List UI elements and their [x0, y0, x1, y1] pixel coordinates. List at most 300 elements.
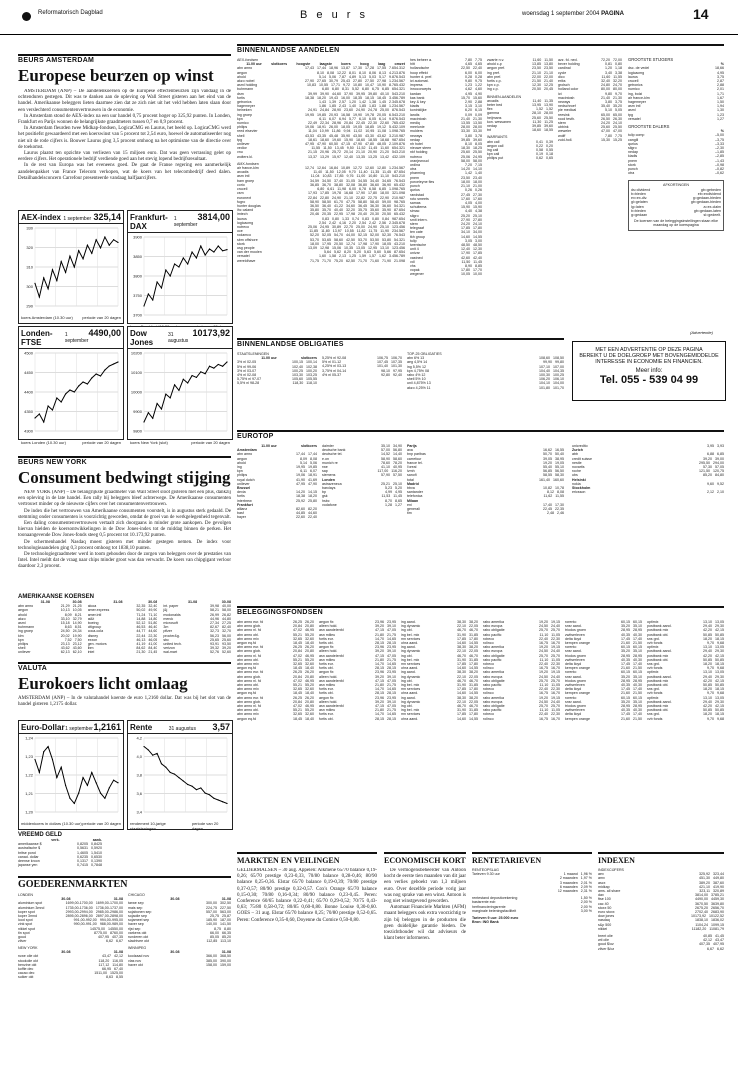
- data-point: [61, 767, 62, 768]
- cell-value: –5,00: [715, 133, 724, 138]
- row-label: twentsche: [410, 242, 427, 247]
- paragraph: Laurus plaatst ten opzichte van verliezen van 15 miljoen euro. Dat was geen verrassing gelet op eerdere cijfers. Het operationele bedrijf verdiende goed aan het stevig lopend bedrijfsresultaat.: [18, 151, 231, 163]
- data-point: [152, 299, 153, 300]
- row-label: imtech: [237, 212, 248, 217]
- chart-value: 10173,92: [192, 328, 230, 338]
- chart-header: [128, 327, 232, 349]
- cell-value: 46,70: [469, 628, 478, 633]
- cell-value: 24,90: [356, 108, 365, 113]
- cell-value: 20,35: [322, 212, 331, 217]
- data-point: [109, 365, 110, 366]
- row-label: rolinco: [483, 666, 494, 671]
- cell-value: 10173,92: [691, 914, 706, 919]
- cell-value: 34,65: [382, 178, 391, 183]
- cell-value: 46,05: [148, 637, 158, 642]
- cell-value: 38,80: [334, 182, 343, 187]
- column-header: 30-08: [170, 950, 180, 955]
- row-label: Madrid: [407, 481, 419, 486]
- row-label: kempen orange: [565, 691, 590, 696]
- row-label: postbank mix: [647, 628, 669, 633]
- cell-value: 22,80: [320, 195, 329, 200]
- row-label: sns grd.: [647, 662, 660, 667]
- y-tick-label: 1,21: [25, 791, 33, 796]
- cell-value: 18,15: [715, 636, 724, 641]
- row-label: eriks: [558, 79, 566, 84]
- cell-value: 21,45: [148, 650, 158, 655]
- cell-value: 19,20: [539, 670, 548, 675]
- cell-value: 35,10: [633, 649, 642, 654]
- column-header: 30-08: [61, 897, 71, 902]
- chart-title: Dow Jones: [130, 329, 154, 347]
- cell-value: 17,98: [358, 241, 367, 246]
- cell-value: 4,95: [717, 70, 724, 75]
- row-label: rabo amerika: [483, 620, 504, 624]
- cell-value: 25,60: [461, 150, 470, 155]
- row-label: at&t: [87, 616, 95, 621]
- data-point: [61, 261, 62, 262]
- cell-value: 25,92: [296, 498, 305, 503]
- y-tick-label: 10100: [130, 370, 142, 375]
- cell-value: 25,87: [222, 914, 231, 919]
- cell-value: 58,90: [381, 456, 390, 461]
- cell-value: 17,40: [633, 662, 642, 667]
- cell-value: 35,20: [621, 649, 630, 654]
- cell-value: 46,13: [136, 637, 146, 642]
- row-label: abn amro eur. fd: [237, 645, 264, 650]
- cell-value: 46,95: [305, 628, 314, 633]
- cell-value: 24,20: [601, 121, 610, 126]
- cell-value: 17,90: [356, 191, 365, 196]
- row-label: neways: [558, 100, 571, 105]
- cell-value: 34,10: [461, 230, 470, 235]
- cell-value: 0,7848: [91, 863, 102, 868]
- cell-value: 11081,79: [709, 926, 724, 931]
- cell-value: 1.098.765: [389, 187, 405, 192]
- cell-value: 17,43: [305, 66, 314, 71]
- cell-value: 39,98: [210, 604, 219, 609]
- cell-value: 10,95: [365, 129, 375, 134]
- cell-value: 1,40: [349, 104, 356, 109]
- row-label: ict: [558, 91, 562, 96]
- cell-value: 104,00: [553, 381, 564, 386]
- cell-value: 48,05: [377, 142, 386, 147]
- row-label: fortis obl.: [319, 691, 334, 696]
- row-label: citigroup: [87, 625, 102, 630]
- cell-value: 82,60: [296, 507, 305, 512]
- row-label: bever holding: [558, 62, 580, 67]
- cell-value: 2897,00-2898,00: [95, 914, 123, 919]
- cell-value: 25,50: [613, 125, 622, 130]
- cell-value: 54.321: [394, 237, 405, 242]
- chart-value: 1,2161: [93, 722, 121, 732]
- chart-rente: [127, 720, 233, 830]
- row-label: koper spot: [18, 909, 35, 914]
- paragraph: De vermogensbeheerder van Antoon kocht de eerste tien maanden van dit jaar een verlies geboekt van 1,3 miljoen euro. Over dezelfde periode vorig jaar was nog sprake van een winst. Antoon is nog niet winstgevend geworden.: [384, 868, 466, 905]
- cell-value: 8760,00: [110, 930, 123, 935]
- row-label: zwitserleven: [565, 683, 585, 688]
- row-label: hunter douglas: [237, 203, 261, 208]
- cell-value: 32,08: [346, 182, 355, 187]
- data-point: [100, 375, 101, 376]
- table-title: BINNEN-AANDELEN: [487, 94, 522, 99]
- row-label: tarwe sep: [128, 901, 144, 906]
- cell-value: 56,00: [222, 633, 231, 638]
- row-label: aegon eq.fd: [237, 716, 256, 721]
- data-point: [56, 280, 57, 281]
- cell-value: 65,00: [613, 112, 622, 117]
- data-point: [191, 251, 192, 252]
- row-label: suiker okt: [18, 975, 34, 980]
- column-header: 31-08: [187, 600, 198, 604]
- cell-value: 22,40: [539, 687, 548, 692]
- cell-value: 32,70: [222, 629, 231, 634]
- cell-value: 47,00: [613, 129, 622, 134]
- cell-value: 46,70: [457, 653, 466, 658]
- row-label: haver okt: [128, 962, 143, 967]
- cell-value: 8,65: [395, 498, 402, 503]
- cell-value: 13,85: [532, 62, 541, 67]
- eurotop-table: [237, 444, 317, 520]
- cell-value: 14,55: [469, 666, 478, 671]
- cell-value: 16,75: [539, 691, 548, 696]
- cell-value: 32,60: [305, 687, 314, 692]
- table-row: [628, 117, 724, 121]
- cell-value: 28,95: [633, 678, 642, 683]
- cell-value: 5,23: [385, 486, 392, 491]
- cell-value: 22,75: [368, 195, 377, 200]
- cell-value: 26,99: [210, 612, 219, 617]
- row-label: nkf holding: [410, 150, 428, 155]
- cell-value: 67,40: [114, 967, 123, 972]
- cell-value: 11,05: [551, 683, 560, 688]
- cell-value: 10,80: [368, 174, 378, 179]
- row-label: kempen orange: [565, 716, 590, 721]
- data-point: [174, 384, 175, 385]
- cell-value: 38,95: [555, 456, 564, 461]
- cell-value: 19,12: [377, 125, 386, 130]
- chart-value: 325,14: [93, 212, 121, 222]
- row-label: sanofi: [407, 473, 417, 478]
- row-label: robeco: [483, 687, 494, 692]
- cell-value: 35,10: [633, 674, 642, 679]
- column-header: 30-08: [221, 600, 231, 604]
- cell-value: 4,89: [349, 74, 356, 79]
- cell-value: 47,90: [308, 481, 317, 486]
- row-label: bayer: [237, 515, 246, 520]
- cell-value: 104,35: [553, 368, 564, 373]
- cell-value: 21,50: [532, 79, 541, 84]
- cell-value: 43,53: [305, 133, 314, 138]
- row-label: j&j: [163, 608, 168, 613]
- vreemd-geld-extra: [108, 832, 231, 872]
- row-label: rabo obligatie: [483, 704, 505, 709]
- cell-value: 21,75: [387, 632, 396, 637]
- cell-value: –0,98: [715, 162, 724, 167]
- row-label: koper 3mnd: [18, 914, 37, 919]
- row-label: bp: [322, 490, 326, 495]
- row-label: rorento: [565, 670, 577, 675]
- table-column: [647, 620, 724, 845]
- cell-value: 55,10: [555, 465, 564, 470]
- cell-value: 37,90: [344, 91, 353, 96]
- cell-value: 11,02: [353, 129, 363, 134]
- cell-value: 14,65: [387, 687, 396, 692]
- cell-value: 50,85: [715, 683, 724, 688]
- row-label: rood testh.: [558, 116, 575, 121]
- cell-value: 24,50: [539, 624, 548, 629]
- cell-value: 28,15: [387, 716, 396, 721]
- row-label: france tel.: [407, 460, 423, 465]
- cell-value: 32,20: [346, 208, 355, 213]
- table-row: [572, 490, 724, 494]
- cell-value: 16,68: [344, 191, 353, 196]
- cell-value: 2,09 %: [580, 884, 592, 889]
- cell-value: 6,15: [475, 108, 482, 113]
- cell-value: 21,40: [461, 116, 470, 121]
- cell-value: 3639,80: [711, 901, 724, 906]
- cell-value: 11,80: [321, 229, 330, 234]
- cell-value: 26,00: [329, 125, 338, 130]
- row-label: santander: [407, 490, 423, 495]
- cell-value: 32,60: [305, 636, 314, 641]
- cell-value: 4,38: [475, 209, 482, 214]
- row-label: snsr aand.: [565, 674, 582, 679]
- cell-value: 40,30: [633, 708, 642, 713]
- row-label: usg people: [237, 245, 255, 250]
- chart-period: periode van 20 dagen: [191, 440, 230, 445]
- goederen-londen: [18, 893, 123, 943]
- cell-value: 16,70: [551, 666, 560, 671]
- row-label: 4,25% nl 03-13: [322, 364, 347, 369]
- row-label: macintosh: [558, 95, 575, 100]
- row-label: g=gedaan: [631, 212, 648, 217]
- cell-value: 4,05: [465, 200, 472, 205]
- data-point: [205, 793, 206, 794]
- cell-value: 42,20: [703, 653, 712, 658]
- row-label: Stockholm: [572, 486, 591, 491]
- row-label: postbank mix: [647, 704, 669, 709]
- cell-value: 11,35: [370, 170, 380, 175]
- cell-value: 7,15: [475, 163, 482, 168]
- cell-value: 71,10: [148, 612, 158, 617]
- cell-value: 20,90: [368, 150, 377, 155]
- cell-value: 23,50: [461, 175, 470, 180]
- table-title: INDEXCIJFERS: [598, 868, 624, 872]
- cell-value: 8,90: [465, 263, 472, 268]
- cell-value: 35,20: [613, 104, 622, 109]
- cell-value: 7,75: [615, 133, 622, 138]
- cell-value: 28,00: [544, 111, 553, 116]
- economisch-kort-title: ECONOMISCH KORT: [384, 856, 466, 865]
- data-point: [143, 305, 144, 306]
- cell-value: 28,95: [621, 653, 630, 658]
- row-label: nikkel spot: [18, 926, 35, 931]
- cell-value: 1,50 %: [580, 896, 592, 901]
- cell-value: 25,65: [210, 637, 219, 642]
- row-label: zink spot: [18, 922, 33, 927]
- cell-value: 7,75: [475, 58, 482, 62]
- cell-value: 57,00: [381, 448, 390, 453]
- y-tick-label: 300: [26, 284, 33, 289]
- row-label: sligro: [628, 146, 637, 151]
- cell-value: 35,20: [621, 624, 630, 629]
- cell-value: 47,05: [387, 678, 396, 683]
- row-label: [472, 889, 555, 893]
- y-tick-label: 3,8: [136, 772, 142, 778]
- cell-value: 18,60: [532, 128, 541, 133]
- row-label: asn aandelenfd: [319, 628, 344, 633]
- cell-value: 52,60: [222, 650, 231, 655]
- row-label: hitt: [410, 62, 415, 67]
- cell-value: 1,27: [717, 116, 724, 121]
- cell-value: 26,82: [222, 612, 231, 617]
- row-label: Helsinki: [572, 477, 586, 482]
- row-label: ohra aand.: [401, 691, 419, 696]
- row-label: kas bank: [410, 95, 425, 100]
- cell-value: 11,50: [323, 146, 332, 151]
- cell-value: 10,83: [307, 83, 316, 88]
- cell-value: 8,63: [64, 625, 72, 630]
- cell-value: 28,10: [532, 111, 541, 116]
- table-body: [631, 188, 721, 217]
- row-label: qurius: [410, 188, 420, 193]
- data-point: [87, 245, 88, 246]
- row-label: telegraaf: [410, 226, 424, 231]
- cell-value: 18,00: [473, 179, 482, 184]
- cell-value: 43,47: [715, 938, 724, 943]
- row-label: grolsch: [558, 83, 570, 88]
- cell-value: 24,40: [551, 624, 560, 629]
- cell-value: 4.213.876: [389, 70, 405, 75]
- cell-value: 385,00: [206, 958, 217, 963]
- cell-value: 25,10: [393, 481, 402, 486]
- row-label: royal dutch: [237, 477, 255, 482]
- cell-value: 994,00-995,00: [99, 918, 123, 923]
- cell-value: 12,72: [353, 166, 362, 171]
- column-header: laag: [378, 62, 386, 67]
- row-label: Frankfurt: [237, 502, 253, 507]
- cell-value: 105,60: [292, 377, 303, 382]
- cell-value: 23,60: [344, 108, 353, 113]
- table-row: [647, 717, 724, 721]
- row-label: samas: [410, 200, 421, 205]
- cell-value: 22,49: [308, 121, 317, 126]
- cell-value: 368,50: [220, 954, 231, 959]
- row-label: ing dynamic: [401, 699, 421, 704]
- row-label: exxon: [87, 637, 98, 642]
- row-label: dsm: [237, 91, 244, 96]
- row-label: vlas nov: [128, 958, 142, 963]
- row-label: smit intern.: [410, 217, 428, 222]
- row-label: ohra aand.: [401, 666, 419, 671]
- row-label: interbrew: [237, 498, 252, 503]
- table-row: [628, 171, 724, 175]
- data-point: [196, 257, 197, 258]
- row-label: wolters kl.: [237, 154, 253, 159]
- row-label: ex=ex-div.: [631, 196, 648, 201]
- chart-row-mid: [18, 326, 231, 445]
- cell-value: 11,52: [356, 146, 366, 151]
- cell-value: 24,84: [320, 108, 329, 113]
- table-row: [565, 717, 642, 721]
- cell-value: 0,39: [546, 139, 553, 144]
- lokale-fondsen-col3: [558, 58, 622, 142]
- cell-value: 39,95: [356, 91, 365, 96]
- row-label: pfizer: [163, 629, 173, 634]
- ad-tag: (Advertentie): [690, 330, 713, 335]
- cell-value: 47,95: [305, 142, 314, 147]
- cell-value: 42,12: [703, 938, 712, 943]
- row-label: roche: [572, 469, 581, 474]
- cell-value: gb=gedaan-bieden: [690, 200, 721, 205]
- cell-value: 47,15: [375, 653, 384, 658]
- data-point: [170, 275, 171, 276]
- data-point: [74, 391, 75, 392]
- row-label: mn services: [401, 662, 421, 667]
- data-point: [148, 412, 149, 413]
- cell-value: 17,90: [370, 241, 379, 246]
- data-point: [205, 254, 206, 255]
- cell-value: 34,60: [346, 203, 355, 208]
- table-body: [472, 896, 592, 913]
- y-tick-label: 4300: [24, 428, 33, 434]
- row-label: postbank aand.: [647, 624, 672, 629]
- cell-value: 1525,00: [110, 971, 123, 976]
- cell-value: 39,85: [461, 137, 470, 142]
- cell-value: 13,10: [380, 245, 389, 250]
- cell-value: 4,99: [385, 490, 392, 495]
- rule: [18, 662, 231, 664]
- table-column: [401, 620, 478, 845]
- row-label: klm: [18, 633, 24, 638]
- cell-value: 5,14: [300, 460, 307, 465]
- y-tick-label: 1,24: [25, 735, 33, 741]
- cell-value: 1,97 %: [580, 876, 592, 881]
- cell-value: 8,09: [64, 612, 72, 617]
- cell-value: 407,35: [112, 935, 123, 940]
- cell-value: 21,50: [633, 666, 642, 671]
- cell-value: 7,20: [465, 163, 472, 168]
- cell-value: 20,05: [377, 112, 386, 117]
- y-tick-label: 3,6: [136, 791, 142, 796]
- data-point: [78, 793, 79, 794]
- cell-value: 38,30: [457, 670, 466, 675]
- row-label: stern: [558, 121, 566, 126]
- cell-value: 34,40: [370, 178, 379, 183]
- row-label: nh hotel: [410, 142, 423, 147]
- row-label: herfinancieringsrente: [472, 904, 506, 909]
- row-label: ubs: [572, 473, 578, 478]
- rule: [237, 852, 377, 854]
- row-label: sns grd.: [647, 712, 660, 717]
- row-label: ds=dividend: [631, 187, 651, 192]
- cell-value: 31,90: [457, 632, 466, 637]
- ny-article: [18, 490, 231, 590]
- cell-value: 27,25: [222, 621, 231, 626]
- cell-value: 21,29: [60, 604, 70, 609]
- paragraph: De technologiegraadmeter werd in toom gehouden door de zorgen van beleggers over de prestaties van Intel. Intel meldt dat de vraag naar chips minder groot was dan verwacht. De koers van chipgigant verloor daardoor 2,3 procent.: [18, 552, 231, 570]
- cell-value: 47,02: [293, 704, 302, 709]
- row-label: asm intl: [628, 104, 641, 109]
- cell-value: 21,60: [621, 666, 630, 671]
- cell-value: 1,42: [359, 100, 366, 105]
- cell-value: 25,20: [461, 213, 470, 218]
- row-label: ascx: [598, 880, 606, 885]
- row-label: sns grd.: [647, 636, 660, 641]
- row-label: shell: [237, 133, 245, 138]
- chart-footer: [19, 821, 123, 826]
- cell-value: 1,43: [319, 100, 326, 105]
